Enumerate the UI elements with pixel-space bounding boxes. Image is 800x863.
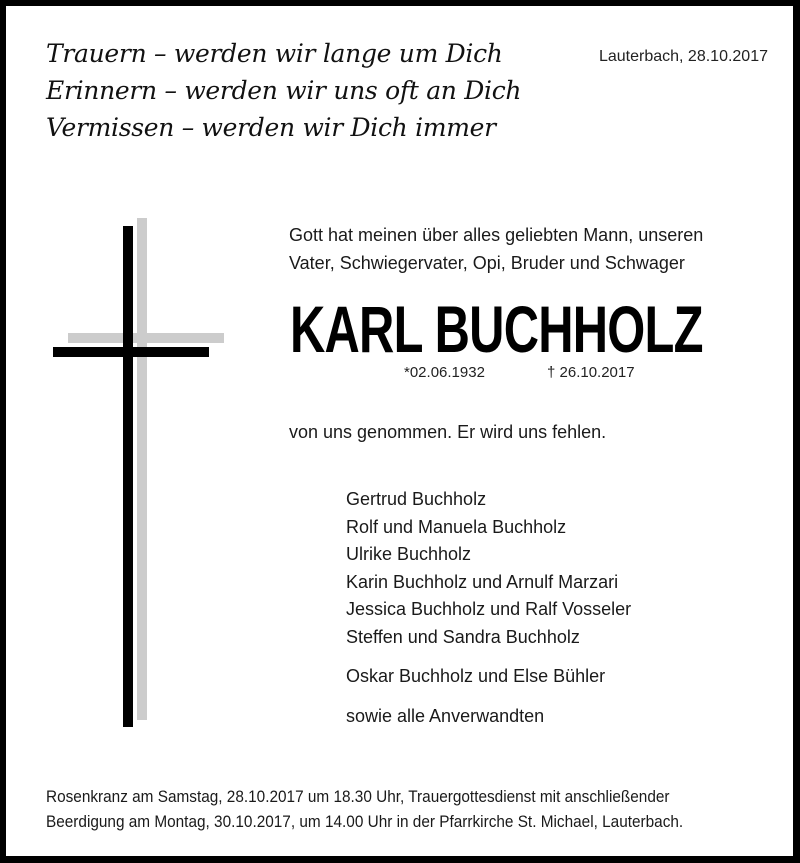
birth-date: *02.06.1932	[404, 364, 485, 381]
closing-text: von uns genommen. Er wird uns fehlen.	[289, 422, 607, 442]
intro-line: Vater, Schwiegervater, Opi, Bruder und Schwager	[289, 253, 685, 273]
obituary-notice	[6, 6, 793, 856]
mourner: Steffen und Sandra Buchholz	[346, 626, 580, 647]
mourner-siblings: Oskar Buchholz und Else Bühler	[346, 666, 606, 686]
cross-horizontal	[53, 347, 209, 357]
cross-shadow-vertical	[137, 218, 147, 720]
cross-vertical	[123, 226, 133, 727]
place-date: Lauterbach, 28.10.2017	[598, 48, 768, 65]
service-line: Beerdigung am Montag, 30.10.2017, um 14.00 Uhr in der Pfarrkirche St. Michael, Lauterbach.	[46, 813, 684, 831]
service-line: Rosenkranz am Samstag, 28.10.2017 um 18.30 Uhr, Trauergottesdienst mit anschließender	[46, 788, 670, 806]
mourner: Karin Buchholz und Arnulf Marzari	[346, 571, 619, 592]
intro-text	[289, 221, 703, 277]
mourner-relatives: sowie alle Anverwandten	[346, 705, 545, 726]
mourner: Jessica Buchholz und Ralf Vosseler	[346, 599, 632, 619]
intro-line: Gott hat meinen über alles geliebten Mann, unseren	[289, 225, 704, 245]
mourner: Gertrud Buchholz	[346, 489, 487, 509]
mourner: Rolf und Manuela Buchholz	[346, 516, 567, 537]
mourners-list	[346, 486, 631, 730]
death-date: † 26.10.2017	[547, 364, 635, 381]
verse-line: Trauern – werden wir lange um Dich	[46, 39, 503, 68]
cross-shadow-horizontal	[68, 333, 224, 343]
service-info	[46, 785, 683, 835]
mourner: Ulrike Buchholz	[346, 544, 472, 564]
memorial-verse	[46, 35, 521, 146]
deceased-name: KARL BUCHHOLZ	[290, 292, 703, 366]
verse-line: Vermissen – werden wir Dich immer	[46, 113, 496, 142]
verse-line: Erinnern – werden wir uns oft an Dich	[46, 76, 522, 105]
